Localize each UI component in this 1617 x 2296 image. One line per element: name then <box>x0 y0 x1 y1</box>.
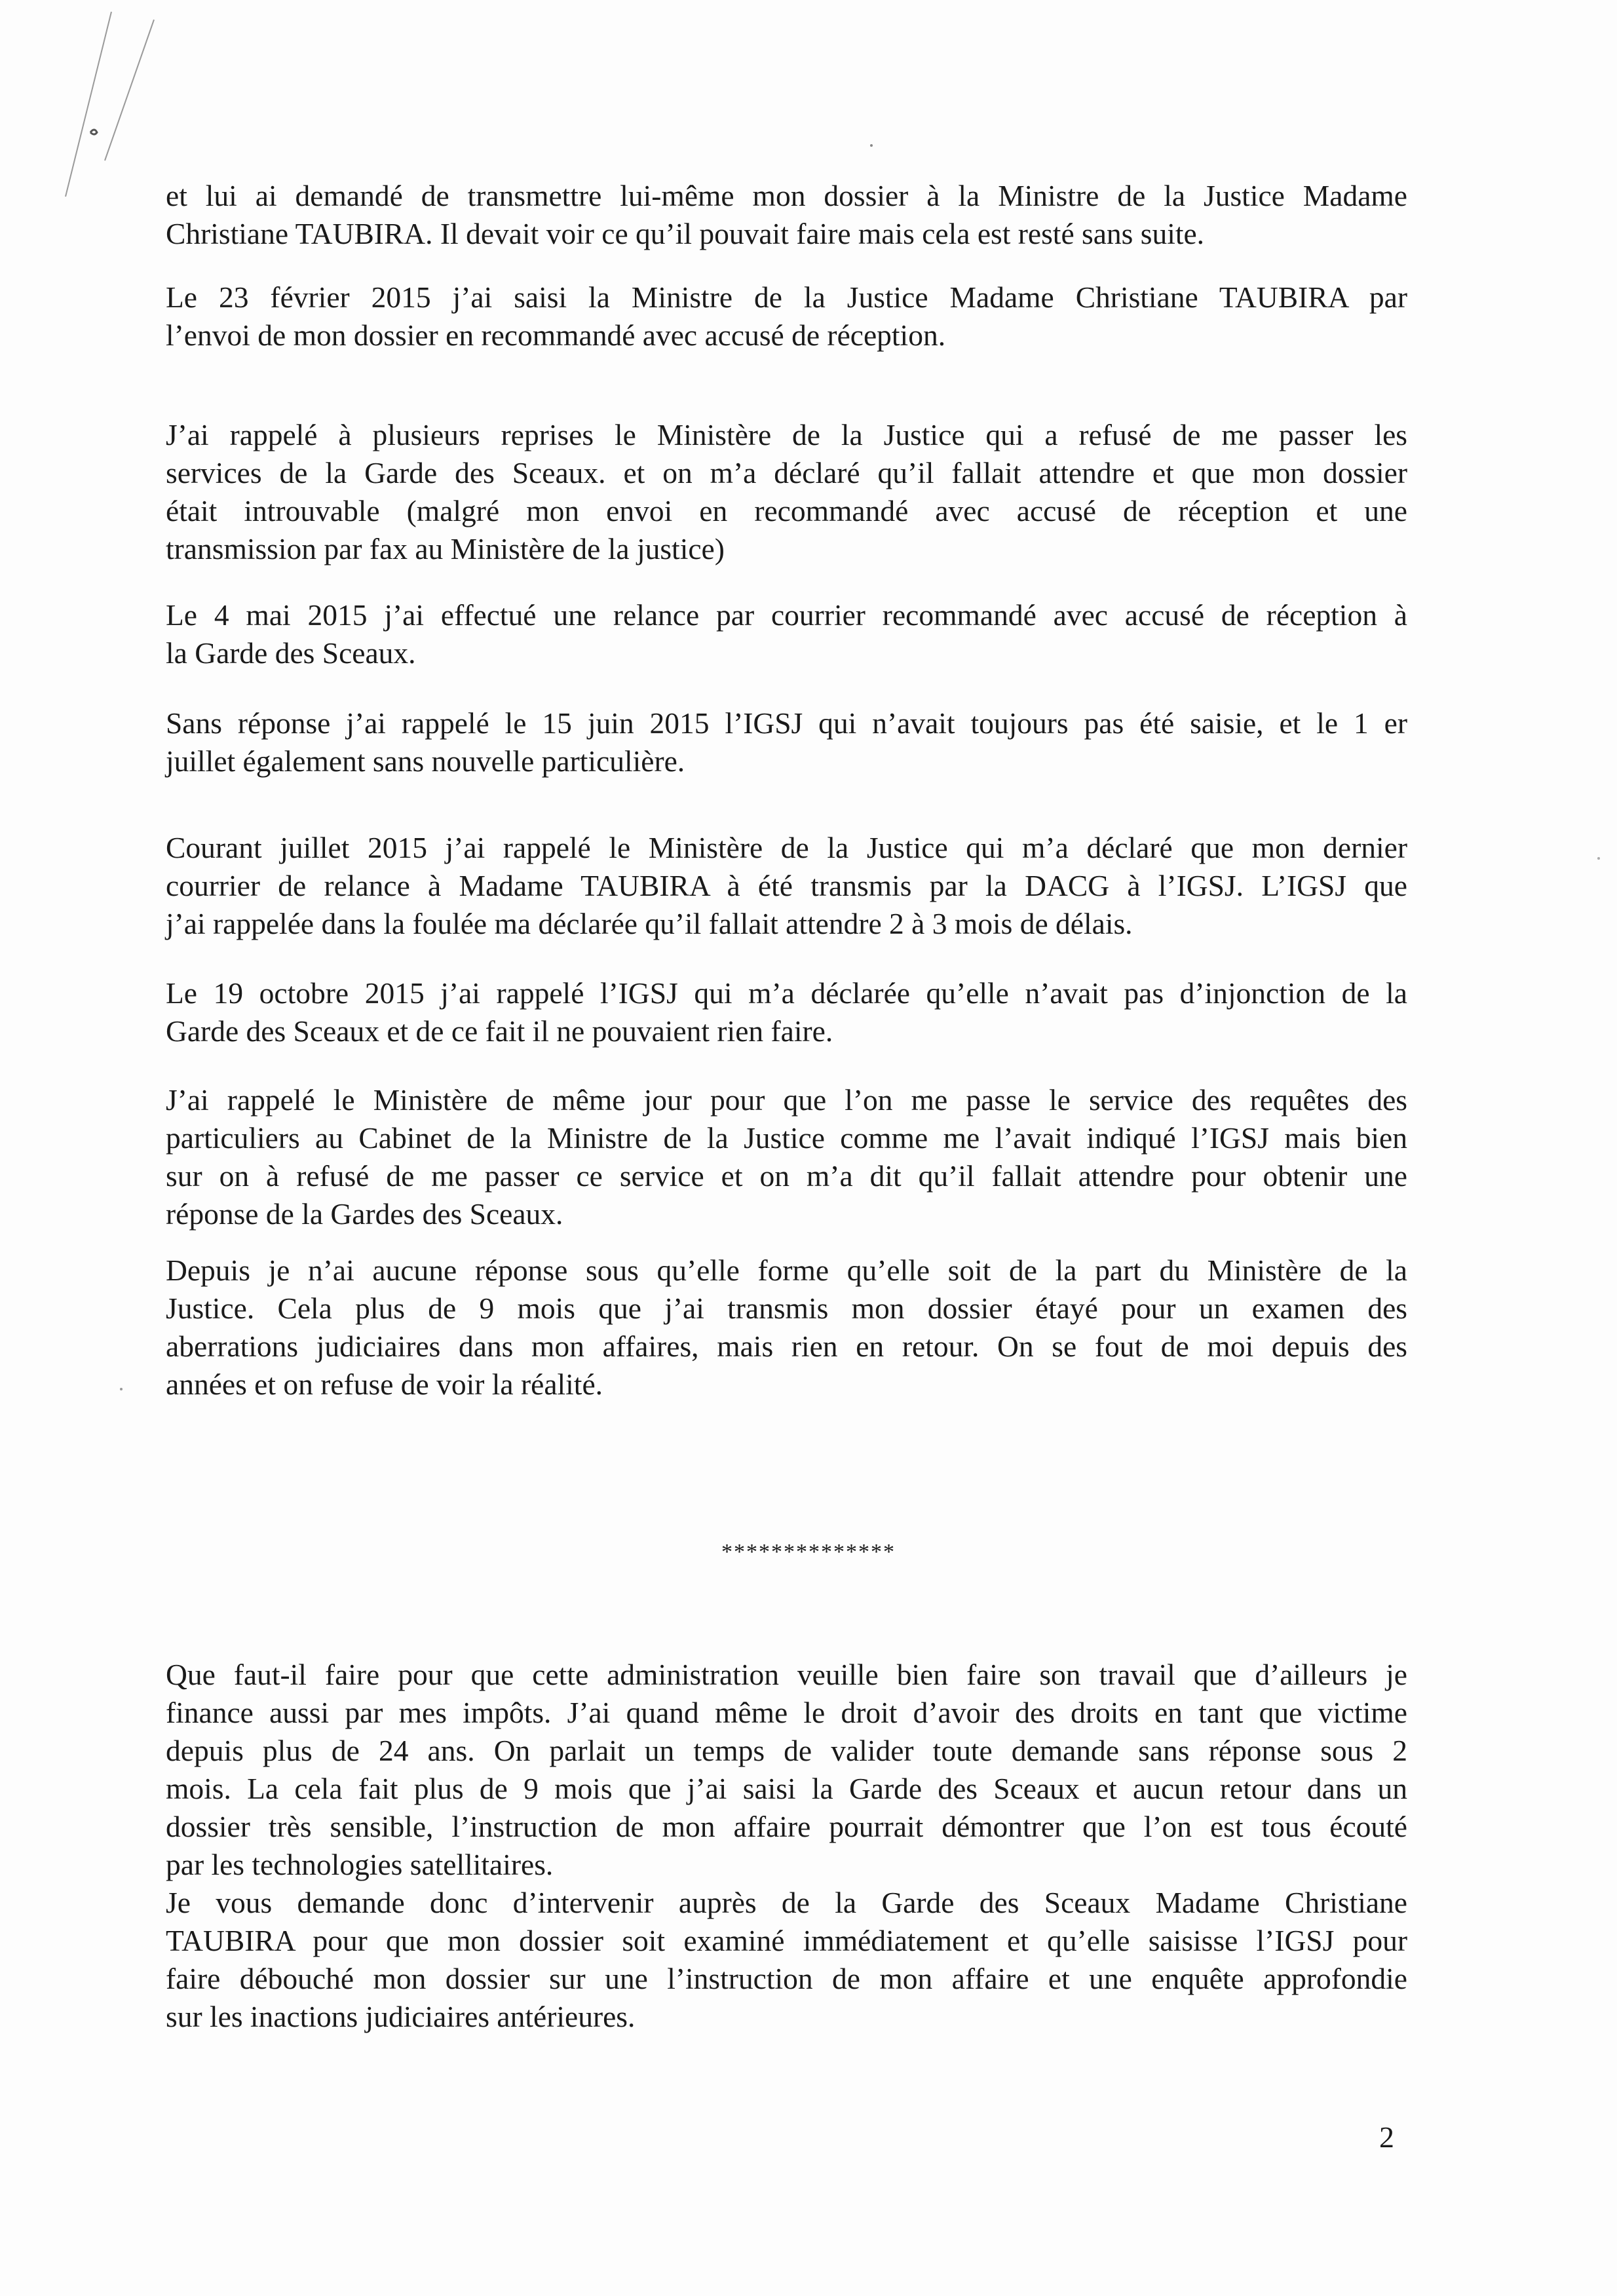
paragraph <box>166 1081 1407 1233</box>
text-line: finance aussi par mes impôts. J’ai quand même le droit d’avoir des droits en tant que victime <box>166 1696 1407 1729</box>
paragraph <box>166 1656 1407 1884</box>
text-line: par les technologies satellitaires. <box>166 1848 554 1881</box>
paragraph <box>166 1252 1407 1404</box>
text-line: faire débouché mon dossier sur une l’instruction de mon affaire et une enquête approfondie <box>166 1962 1407 1995</box>
paragraph <box>166 1884 1407 2036</box>
text-line: Le 19 octobre 2015 j’ai rappelé l’IGSJ qui m’a déclarée qu’elle n’avait pas d’injonction de la <box>166 976 1407 1010</box>
text-line: sur les inactions judiciaires antérieures. <box>166 2000 636 2033</box>
text-line: dossier très sensible, l’instruction de mon affaire pourrait démontrer que l’on est tous écouté <box>166 1810 1407 1843</box>
text-line: Sans réponse j’ai rappelé le 15 juin 2015 l’IGSJ qui n’avait toujours pas été saisie, et le 1 er <box>166 706 1407 740</box>
text-line: Courant juillet 2015 j’ai rappelé le Ministère de la Justice qui m’a déclaré que mon dernier <box>166 831 1407 864</box>
text-line: TAUBIRA pour que mon dossier soit examiné immédiatement et qu’elle saisisse l’IGSJ pour <box>166 1924 1407 1957</box>
text-line: était introuvable (malgré mon envoi en recommandé avec accusé de réception et une <box>166 494 1407 527</box>
text-line: depuis plus de 24 ans. On parlait un temps de valider toute demande sans réponse sous 2 <box>166 1734 1407 1767</box>
text-line: J’ai rappelé à plusieurs reprises le Ministère de la Justice qui a refusé de me passer les <box>166 418 1407 451</box>
paragraph <box>166 596 1407 672</box>
text-line: mois. La cela fait plus de 9 mois que j’ai saisi la Garde des Sceaux et aucun retour dans un <box>166 1772 1407 1805</box>
pen-hook-mark <box>90 130 97 134</box>
text-line: Le 4 mai 2015 j’ai effectué une relance par courrier recommandé avec accusé de réception à <box>166 598 1407 632</box>
text-line: courrier de relance à Madame TAUBIRA à été transmis par la DACG à l’IGSJ. L’IGSJ que <box>166 869 1407 902</box>
text-line: années et on refuse de voir la réalité. <box>166 1368 603 1401</box>
text-line: Que faut-il faire pour que cette administration veuille bien faire son travail que d’ailleurs je <box>166 1658 1407 1691</box>
text-line: Je vous demande donc d’intervenir auprès de la Garde des Sceaux Madame Christiane <box>166 1886 1407 1919</box>
text-line: transmission par fax au Ministère de la justice) <box>166 532 725 565</box>
text-line: la Garde des Sceaux. <box>166 636 416 670</box>
text-line: Depuis je n’ai aucune réponse sous qu’elle forme qu’elle soit de la part du Ministère de la <box>166 1253 1407 1287</box>
text-line: sur on à refusé de me passer ce service et on m’a dit qu’il fallait attendre pour obtenir une <box>166 1159 1407 1193</box>
text-line: Christiane TAUBIRA. Il devait voir ce qu’il pouvait faire mais cela est resté sans suite. <box>166 217 1205 250</box>
section-separator: ************** <box>721 1540 896 1564</box>
text-line: juillet également sans nouvelle particulière. <box>166 744 685 778</box>
text-line: et lui ai demandé de transmettre lui-même mon dossier à la Ministre de la Justice Madame <box>166 179 1407 212</box>
text-line: Justice. Cela plus de 9 mois que j’ai transmis mon dossier étayé pour un examen des <box>166 1292 1407 1325</box>
text-line: services de la Garde des Sceaux. et on m’a déclaré qu’il fallait attendre et que mon dossier <box>166 456 1407 489</box>
paragraph <box>166 416 1407 568</box>
dust-speck <box>120 1388 123 1390</box>
dust-speck <box>870 144 873 147</box>
paragraph <box>166 177 1407 253</box>
paragraph <box>166 829 1407 943</box>
text-line: j’ai rappelée dans la foulée ma déclarée qu’il fallait attendre 2 à 3 mois de délais. <box>166 907 1133 940</box>
paragraph <box>166 974 1407 1050</box>
text-line: Garde des Sceaux et de ce fait il ne pouvaient rien faire. <box>166 1014 833 1048</box>
text-line: particuliers au Cabinet de la Ministre de la Justice comme me l’avait indiqué l’IGSJ mais bien <box>166 1121 1407 1155</box>
text-line: aberrations judiciaires dans mon affaires, mais rien en retour. On se fout de moi depuis des <box>166 1330 1407 1363</box>
dust-speck <box>1597 857 1600 860</box>
text-line: l’envoi de mon dossier en recommandé avec accusé de réception. <box>166 318 946 352</box>
pen-stroke-mark <box>66 12 111 197</box>
text-line: Le 23 février 2015 j’ai saisi la Ministre de la Justice Madame Christiane TAUBIRA par <box>166 280 1407 314</box>
paragraph <box>166 278 1407 354</box>
text-line: J’ai rappelé le Ministère de même jour pour que l’on me passe le service des requêtes des <box>166 1083 1407 1117</box>
paragraph <box>166 704 1407 780</box>
text-line: réponse de la Gardes des Sceaux. <box>166 1197 563 1231</box>
pen-stroke-mark <box>105 20 154 161</box>
page-number: 2 <box>1379 2120 1394 2154</box>
